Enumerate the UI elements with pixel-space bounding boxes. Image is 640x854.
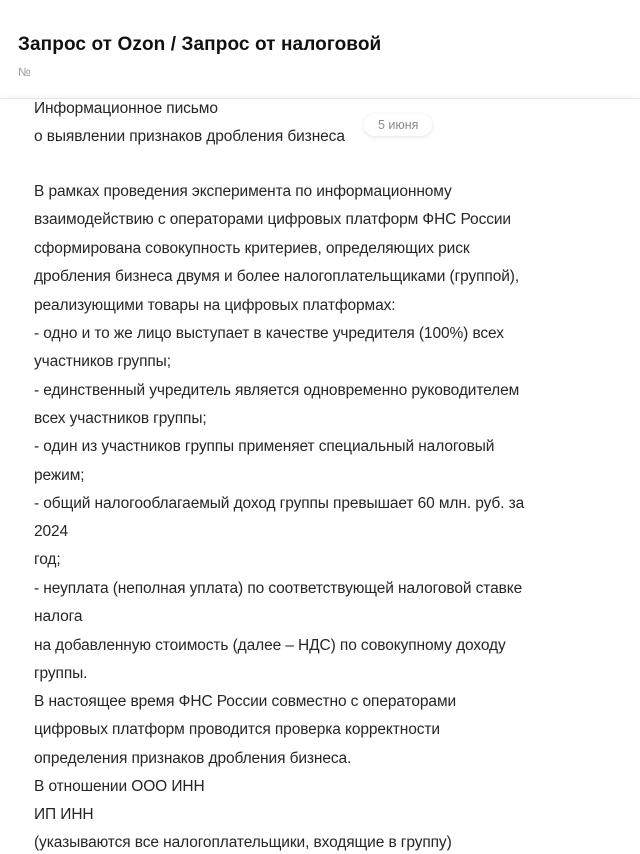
- message-line: всех участников группы;: [34, 410, 207, 427]
- message-line: В отношении ООО ИНН: [34, 778, 205, 795]
- message-line: реализующими товары на цифровых платформах:: [34, 297, 396, 314]
- message-line: Информационное письмо: [34, 100, 218, 117]
- message-line: 2024: [34, 523, 69, 540]
- message-line: - единственный учредитель является одновременно руководителем: [34, 382, 520, 399]
- message-line: цифровых платформ проводится проверка корректности: [34, 721, 440, 738]
- request-number-label: №: [18, 65, 31, 79]
- message-line: - общий налогооблагаемый доход группы превышает 60 млн. руб. за: [34, 495, 525, 512]
- message-line: определения признаков дробления бизнеса.: [34, 750, 352, 767]
- message-line: дробления бизнеса двумя и более налогоплательщиками (группой),: [34, 268, 520, 285]
- chat-title: Запрос от Ozon / Запрос от налоговой: [18, 34, 382, 55]
- message-line: - одно и то же лицо выступает в качестве учредителя (100%) всех: [34, 325, 504, 342]
- message-line: В настоящее время ФНС России совместно с операторами: [34, 693, 457, 710]
- message-line: В рамках проведения эксперимента по информационному: [34, 183, 452, 200]
- message-line: год;: [34, 551, 61, 568]
- message-line: - один из участников группы применяет специальный налоговый: [34, 438, 495, 455]
- message-line: - неуплата (неполная уплата) по соответствующей налоговой ставке: [34, 580, 523, 597]
- message-line: режим;: [34, 467, 85, 484]
- message-line: участников группы;: [34, 353, 171, 370]
- message-line: группы.: [34, 665, 88, 682]
- message-line: ИП ИНН: [34, 806, 94, 823]
- message-line: взаимодействию с операторами цифровых платформ ФНС России: [34, 211, 511, 228]
- message-line: налога: [34, 608, 83, 625]
- message-date-badge: 5 июня: [364, 114, 432, 136]
- message-line: на добавленную стоимость (далее – НДС) по совокупному доходу: [34, 637, 506, 654]
- message-line: о выявлении признаков дробления бизнеса: [34, 128, 345, 145]
- chat-header: [0, 0, 640, 100]
- message-line: сформирована совокупность критериев, определяющих риск: [34, 240, 470, 257]
- message-line: (указываются все налогоплательщики, входящие в группу): [34, 834, 452, 851]
